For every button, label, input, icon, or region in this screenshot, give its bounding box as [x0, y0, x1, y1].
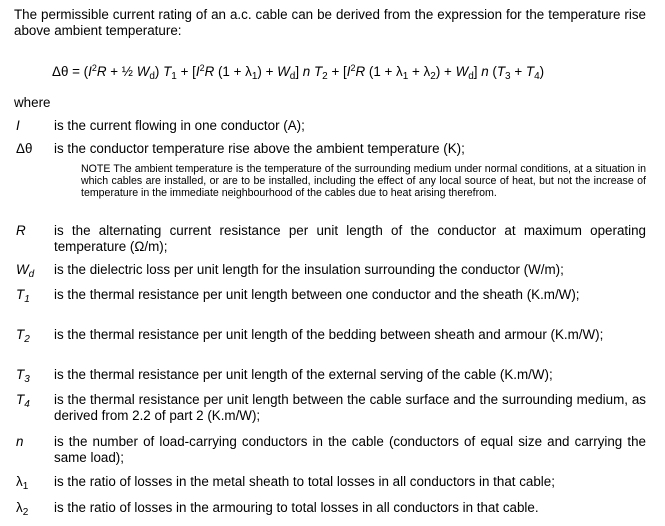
definition-text: is the dielectric loss per unit length for the insulation surrounding the conductor (W/m); [54, 262, 564, 277]
definition-text: is the current flowing in one conductor (A); [54, 118, 305, 133]
definition-symbol: Δθ [16, 141, 33, 156]
where-label: where [14, 95, 51, 110]
definition-text: is the thermal resistance per unit length between the cable surface and the surrounding medium, as derived from 2.2 of part 2 (K.m/W); [54, 392, 646, 423]
ambient-temperature-note: NOTE The ambient temperature is the temperature of the surrounding medium under normal conditions, at a situation in which cables are installed, or are to be installed, including the effect of any local source of heat, but not the increase of temperature in the immediate neighbourhood of the cables due to heat arising therefrom. [81, 163, 646, 199]
definition-symbol: $\lambda_2$ [16, 500, 29, 518]
definition-text: is the conductor temperature rise above the ambient temperature (K); [54, 141, 465, 156]
definition-symbol: $\lambda_1$ [16, 474, 29, 492]
definition-text: is the alternating current resistance per unit length of the conductor at maximum operating temperature (Ω/m); [54, 223, 646, 254]
intro-paragraph: The permissible current rating of an a.c. cable can be derived from the expression for the temperature rise above ambient temperature: [14, 7, 646, 38]
definition-text: is the thermal resistance per unit length between one conductor and the sheath (K.m/W); [54, 287, 580, 302]
definition-symbol: $W_d$ [16, 262, 35, 280]
definition-text: is the ratio of losses in the metal sheath to total losses in all conductors in that cable; [54, 474, 555, 489]
definition-text: is the thermal resistance per unit length of the bedding between sheath and armour (K.m/W); [54, 327, 604, 342]
definition-text: is the ratio of losses in the armouring to total losses in all conductors in that cable. [54, 500, 539, 515]
definition-symbol: I [16, 118, 20, 133]
definition-symbol: $T_1$ [16, 287, 30, 305]
definition-symbol: $T_2$ [16, 327, 30, 345]
definition-symbol: n [16, 434, 24, 449]
definition-symbol: $T_4$ [16, 392, 30, 410]
definition-text: is the thermal resistance per unit length of the external serving of the cable (K.m/W); [54, 367, 553, 382]
definition-symbol: $T_3$ [16, 367, 30, 385]
definition-text: is the number of load-carrying conductors in the cable (conductors of equal size and carrying the same load); [54, 434, 646, 465]
definition-symbol: R [16, 223, 26, 238]
temperature-rise-equation: $\Delta\theta = (I^2R$ + ½ $W_d$) $T_1 + [I^2R$ $(1 + \lambda_1) + W_d$] n $T_2 + [I^2R$ $(1 + \lambda_1 + \lambda_2) + W_d$] n $(T_3 + T_4)$ [52, 63, 545, 82]
